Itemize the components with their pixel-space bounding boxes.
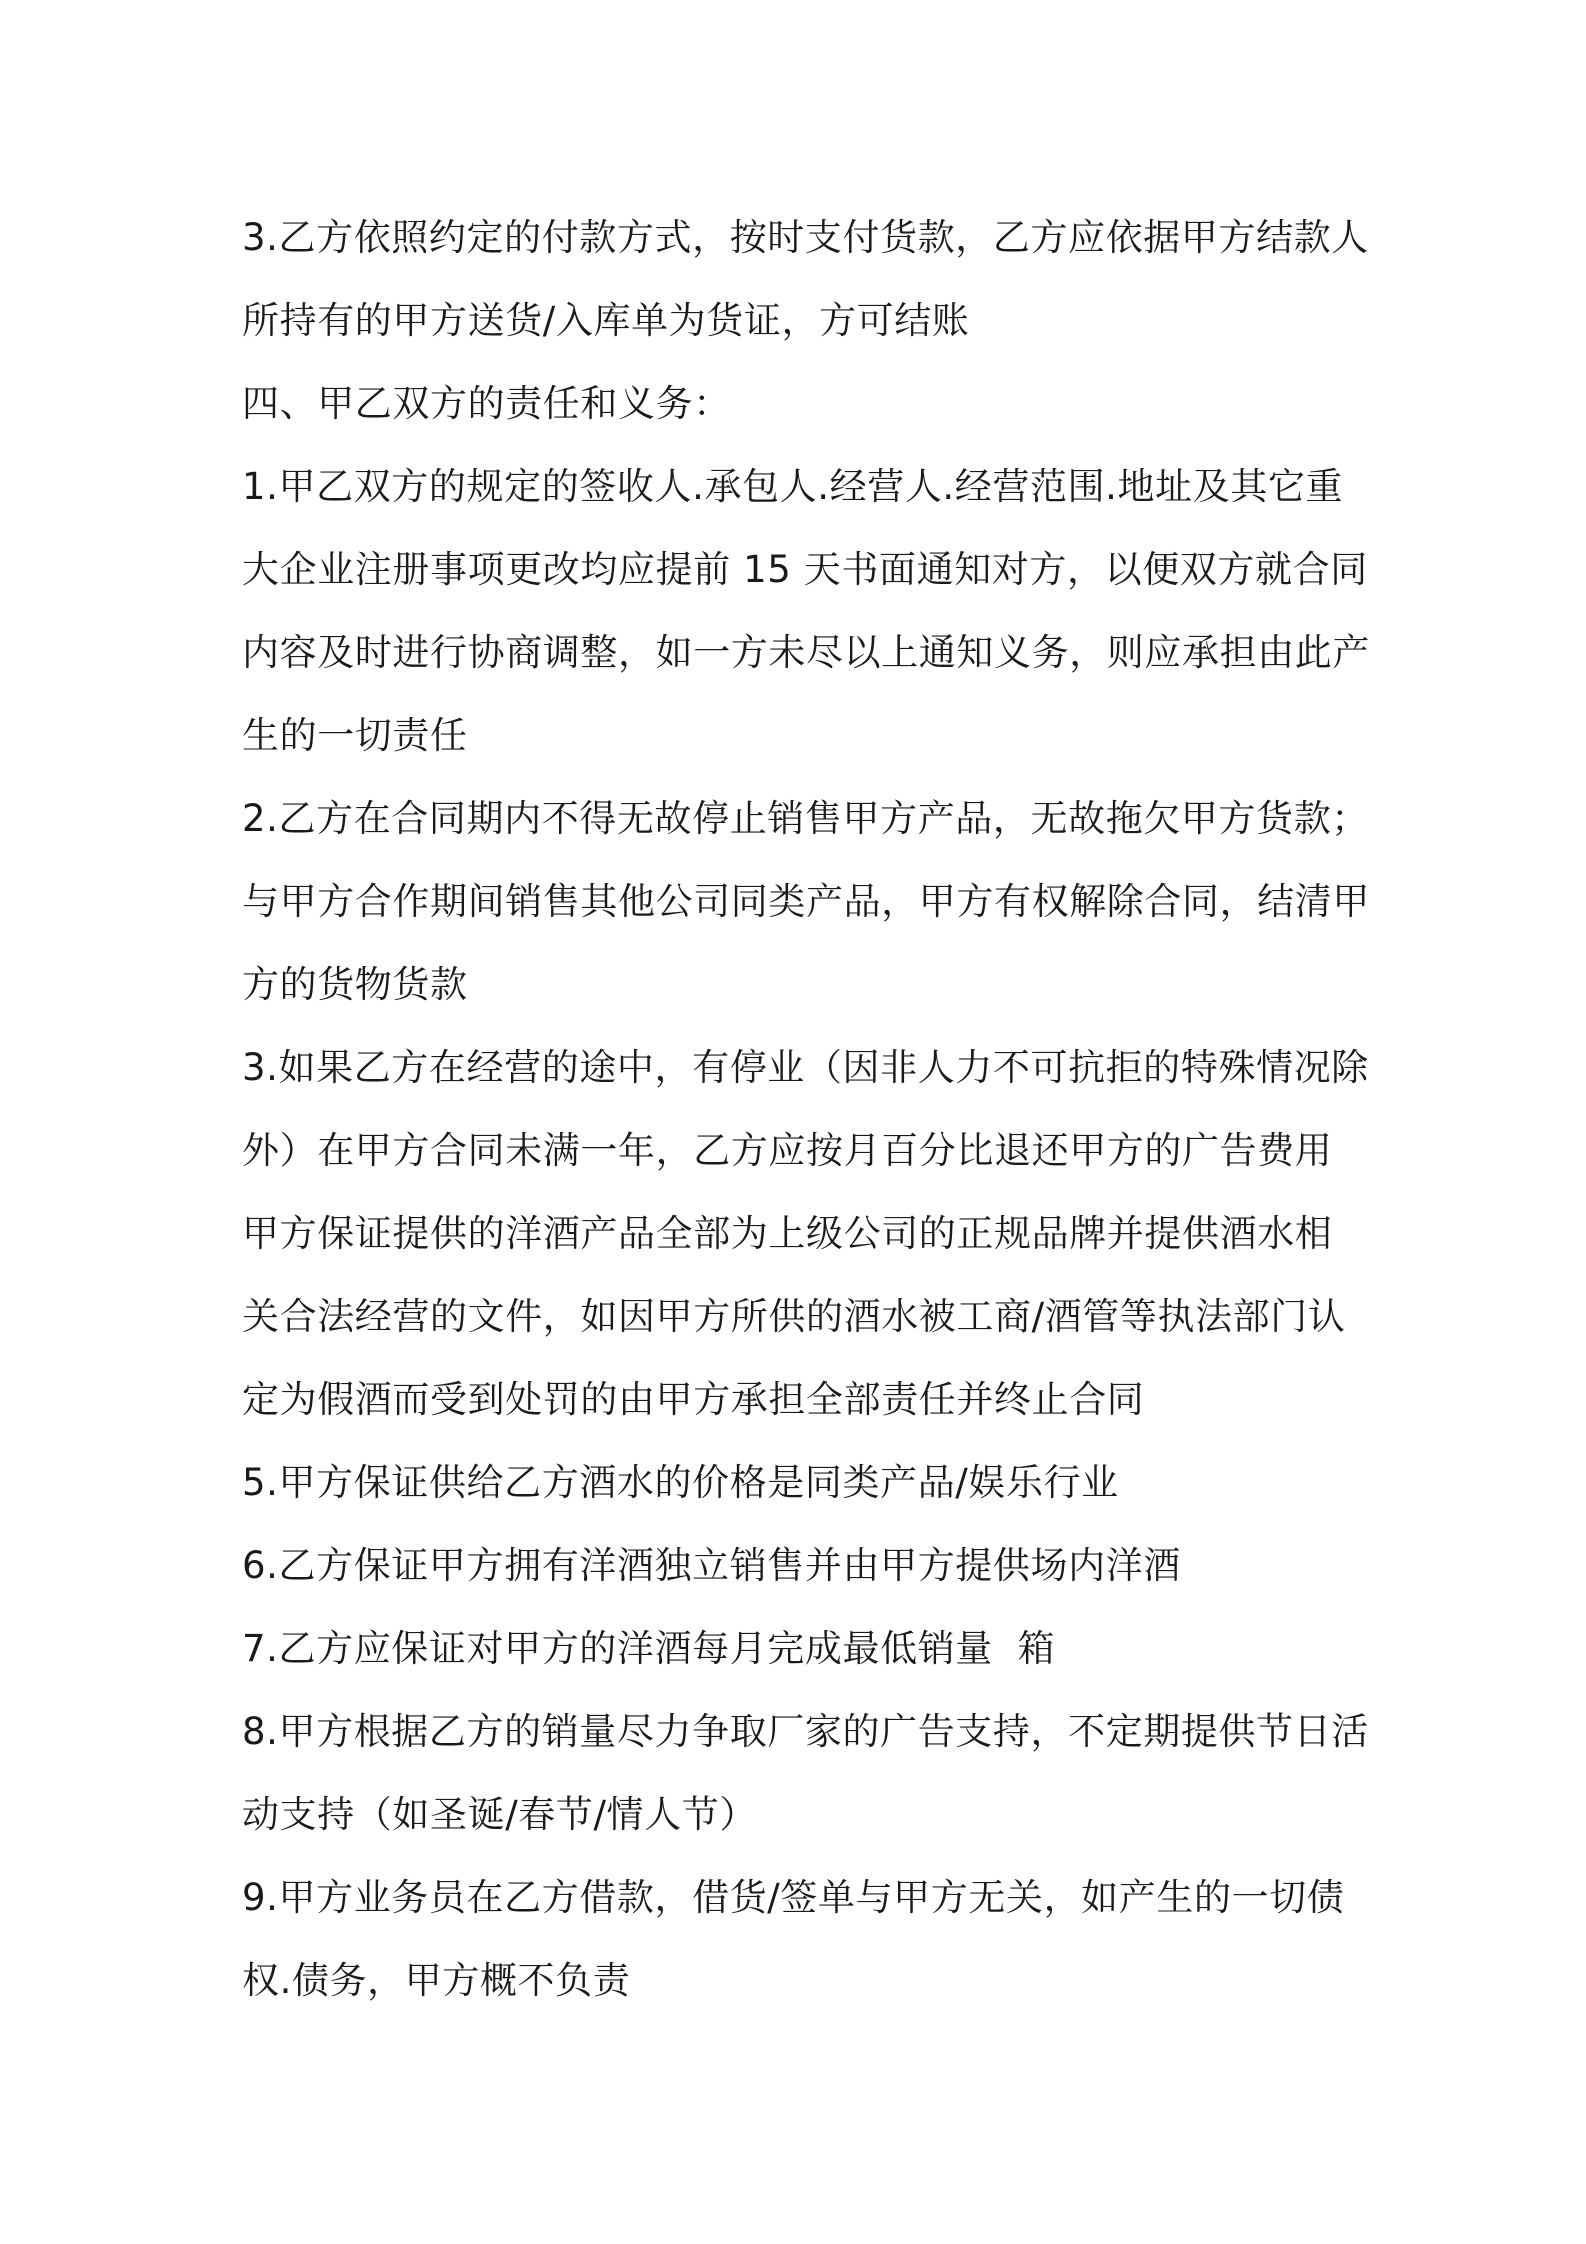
text-line: 3.乙方依照约定的付款方式，按时支付货款，乙方应依据甲方结款人 — [242, 216, 1369, 259]
text-line: 1.甲乙双方的规定的签收人.承包人.经营人.经营范围.地址及其它重 — [242, 465, 1344, 508]
paragraph-item-2 — [242, 777, 1372, 1026]
paragraph-item-5 — [242, 1441, 1372, 1524]
text-line: 所持有的甲方送货/入库单为货证，方可结账 — [242, 299, 970, 342]
paragraph-item-1 — [242, 445, 1372, 777]
text-line: 3.如果乙方在经营的途中，有停业（因非人力不可抗拒的特殊情况除 — [242, 1046, 1369, 1089]
text-line: 5.甲方保证供给乙方酒水的价格是同类产品/娱乐行业 — [242, 1461, 1119, 1504]
text-line: 7.乙方应保证对甲方的洋酒每月完成最低销量 箱 — [242, 1627, 1056, 1670]
paragraph-item-6 — [242, 1524, 1372, 1607]
text-line: 甲方保证提供的洋酒产品全部为上级公司的正规品牌并提供酒水相 — [242, 1212, 1333, 1255]
text-line: 大企业注册事项更改均应提前 15 天书面通知对方，以便双方就合同 — [242, 548, 1368, 591]
document-body — [242, 196, 1372, 2022]
text-line: 9.甲方业务员在乙方借款，借货/签单与甲方无关，如产生的一切债 — [242, 1876, 1345, 1919]
paragraph-item-9 — [242, 1856, 1372, 2022]
text-line: 定为假酒而受到处罚的由甲方承担全部责任并终止合同 — [242, 1378, 1145, 1421]
paragraph-item-8 — [242, 1690, 1372, 1856]
text-line: 生的一切责任 — [242, 714, 468, 757]
heading-line: 四、甲乙双方的责任和义务： — [242, 382, 731, 425]
section-heading-responsibilities — [242, 362, 1372, 445]
text-line: 内容及时进行协商调整，如一方未尽以上通知义务，则应承担由此产 — [242, 631, 1370, 674]
text-line: 方的货物货款 — [242, 963, 468, 1006]
text-line: 8.甲方根据乙方的销量尽力争取厂家的广告支持，不定期提供节日活 — [242, 1710, 1369, 1753]
paragraph-item-7 — [242, 1607, 1372, 1690]
paragraph-payment-terms — [242, 196, 1372, 362]
text-line: 6.乙方保证甲方拥有洋酒独立销售并由甲方提供场内洋酒 — [242, 1544, 1181, 1587]
paragraph-item-4 — [242, 1192, 1372, 1441]
text-line: 2.乙方在合同期内不得无故停止销售甲方产品，无故拖欠甲方货款； — [242, 797, 1369, 840]
text-line: 权.债务，甲方概不负责 — [242, 1959, 631, 2002]
text-line: 关合法经营的文件，如因甲方所供的酒水被工商/酒管等执法部门认 — [242, 1295, 1346, 1338]
text-line: 外）在甲方合同未满一年，乙方应按月百分比退还甲方的广告费用 — [242, 1129, 1333, 1172]
paragraph-item-3 — [242, 1026, 1372, 1192]
text-line: 与甲方合作期间销售其他公司同类产品，甲方有权解除合同，结清甲 — [242, 880, 1370, 923]
text-line: 动支持（如圣诞/春节/情人节） — [242, 1793, 757, 1836]
